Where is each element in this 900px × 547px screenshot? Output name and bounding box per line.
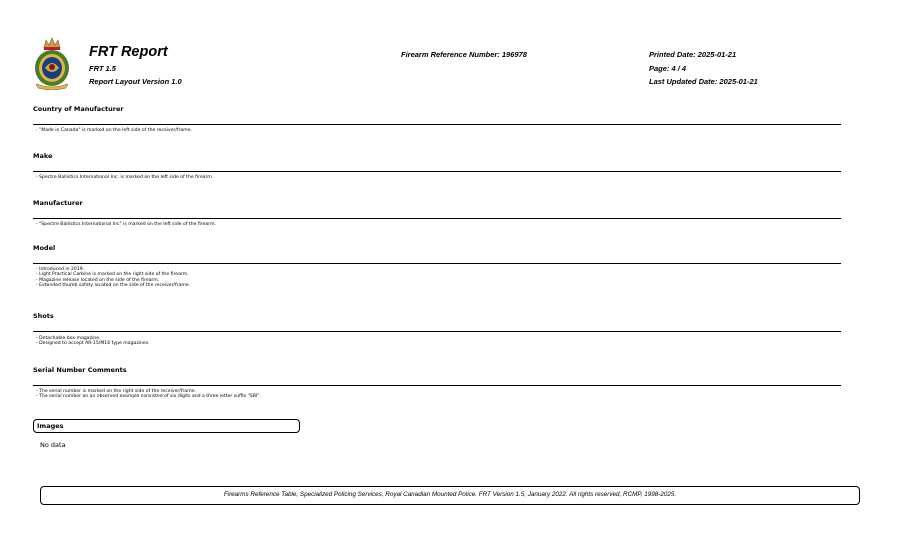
frt-version: FRT 1.5	[89, 64, 116, 73]
firearm-reference-number: Firearm Reference Number: 196978	[401, 50, 527, 59]
section-title: Make	[33, 152, 53, 160]
images-title: Images	[37, 422, 64, 430]
section-line: - Extended thumb safety located on the side of the receiver/frame.	[36, 283, 191, 289]
footer-copyright: Firearms Reference Table, Specialized Policing Services, Royal Canadian Mounted Police. FRT Version 1.5, January 2022. All rights reserved, RCMP, 1998-2025.	[223, 491, 677, 498]
images-section-header	[33, 419, 300, 433]
report-footer	[40, 486, 860, 505]
last-updated-date: Last Updated Date: 2025-01-21	[649, 77, 758, 86]
section-title: Model	[33, 244, 56, 252]
page-number: Page: 4 / 4	[649, 64, 687, 73]
section-title: Serial Number Comments	[33, 366, 127, 374]
section-title: Shots	[33, 312, 54, 320]
section-body	[36, 267, 190, 289]
section-divider	[33, 385, 841, 386]
report-layout-version: Report Layout Version 1.0	[89, 77, 182, 86]
section-line: - "Made in Canada" is marked on the left side of the receiver/frame.	[36, 128, 193, 133]
section-divider	[33, 218, 841, 219]
section-title: Manufacturer	[33, 199, 83, 207]
printed-date: Printed Date: 2025-01-21	[649, 50, 737, 59]
section-line: - Designed to accept AR-15/M16 type magazines.	[36, 341, 150, 347]
section-divider	[33, 124, 841, 125]
section-line: - The serial number on an observed example consisted of six digits and a three letter suffix "SBI".	[36, 394, 261, 400]
section-body	[36, 128, 192, 133]
section-line: - Introduced in 2019.	[36, 267, 85, 272]
section-line: - The serial number is marked on the right side of the receiver/frame.	[36, 389, 196, 394]
images-empty-text: No data	[40, 441, 66, 449]
section-title: Country of Manufacturer	[33, 105, 124, 113]
report-title: FRT Report	[89, 44, 168, 60]
section-body	[36, 336, 150, 347]
section-body	[36, 175, 213, 180]
section-line: - Magazine release located on the side of the firearm.	[36, 277, 160, 283]
section-body	[36, 222, 216, 227]
section-divider	[33, 171, 841, 172]
section-line: - Spectre Ballistics International Inc. is marked on the left side of the firearm.	[36, 175, 214, 180]
section-line: - "Spectre Ballistics International Inc" is marked on the left side of the firearm.	[36, 222, 216, 227]
section-divider	[33, 331, 841, 332]
section-line: - Detachable box magazine.	[36, 336, 101, 341]
section-divider	[33, 263, 841, 264]
rcmp-crest-icon	[32, 36, 72, 90]
section-line: - Light Practical Carbine is marked on the right side of the firearm.	[36, 272, 189, 278]
report-header	[0, 0, 900, 100]
section-body	[36, 389, 261, 400]
